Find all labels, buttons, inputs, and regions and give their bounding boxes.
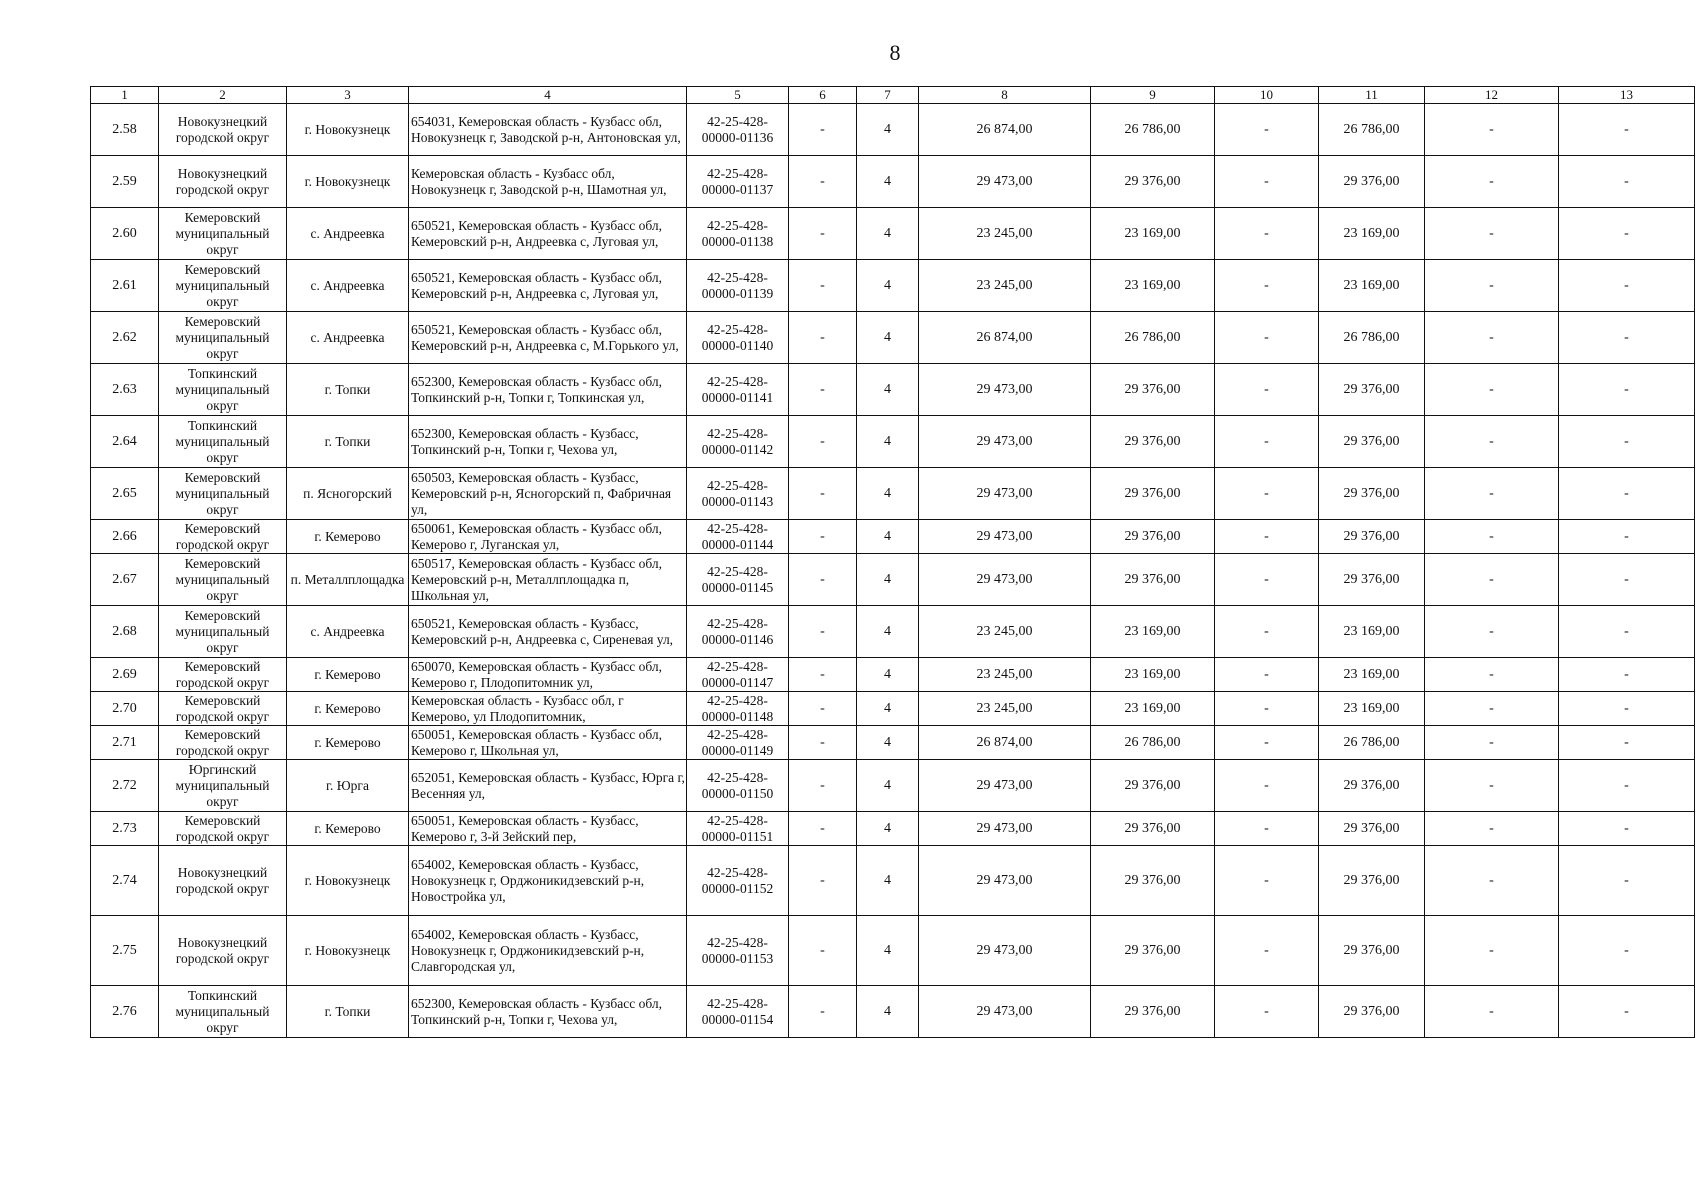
address-cell: 650061, Кемеровская область - Кузбасс обл, Кемерово г, Луганская ул,	[409, 520, 687, 554]
code-cell: 42-25-428-00000-01138	[687, 208, 789, 260]
col11-cell: 29 376,00	[1319, 554, 1425, 606]
col13-cell: -	[1559, 658, 1695, 692]
table-body	[91, 104, 1695, 1038]
col11-cell: 23 169,00	[1319, 606, 1425, 658]
district-cell: Кемеровский городской округ	[159, 812, 287, 846]
col7-cell: 4	[857, 986, 919, 1038]
row-number: 2.65	[91, 468, 159, 520]
code-cell: 42-25-428-00000-01137	[687, 156, 789, 208]
col7-cell: 4	[857, 692, 919, 726]
col9-cell: 29 376,00	[1091, 156, 1215, 208]
col7-cell: 4	[857, 260, 919, 312]
locality-cell: г. Кемерово	[287, 726, 409, 760]
col13-cell: -	[1559, 692, 1695, 726]
col13-cell: -	[1559, 520, 1695, 554]
col7-cell: 4	[857, 104, 919, 156]
col11-cell: 23 169,00	[1319, 260, 1425, 312]
col12-cell: -	[1425, 416, 1559, 468]
column-header-12: 12	[1425, 87, 1559, 104]
district-cell: Кемеровский городской округ	[159, 520, 287, 554]
district-cell: Новокузнецкий городской округ	[159, 916, 287, 986]
district-cell: Кемеровский муниципальный округ	[159, 554, 287, 606]
locality-cell: с. Андреевка	[287, 260, 409, 312]
table-row	[91, 554, 1695, 606]
locality-cell: г. Топки	[287, 986, 409, 1038]
col12-cell: -	[1425, 760, 1559, 812]
row-number: 2.67	[91, 554, 159, 606]
col9-cell: 29 376,00	[1091, 520, 1215, 554]
table-row	[91, 260, 1695, 312]
col9-cell: 29 376,00	[1091, 916, 1215, 986]
col11-cell: 29 376,00	[1319, 986, 1425, 1038]
col6-cell: -	[789, 606, 857, 658]
col8-cell: 29 473,00	[919, 986, 1091, 1038]
code-cell: 42-25-428-00000-01154	[687, 986, 789, 1038]
col7-cell: 4	[857, 916, 919, 986]
row-number: 2.73	[91, 812, 159, 846]
row-number: 2.76	[91, 986, 159, 1038]
col6-cell: -	[789, 156, 857, 208]
code-cell: 42-25-428-00000-01147	[687, 658, 789, 692]
column-header-6: 6	[789, 87, 857, 104]
address-cell: 650521, Кемеровская область - Кузбасс обл, Кемеровский р-н, Андреевка с, Луговая ул,	[409, 208, 687, 260]
col11-cell: 29 376,00	[1319, 916, 1425, 986]
col7-cell: 4	[857, 364, 919, 416]
col6-cell: -	[789, 208, 857, 260]
col12-cell: -	[1425, 208, 1559, 260]
locality-cell: г. Кемерово	[287, 658, 409, 692]
col13-cell: -	[1559, 468, 1695, 520]
column-header-1: 1	[91, 87, 159, 104]
col13-cell: -	[1559, 260, 1695, 312]
address-cell: 654002, Кемеровская область - Кузбасс, Новокузнецк г, Орджоникидзевский р-н, Новостройка ул,	[409, 846, 687, 916]
col8-cell: 23 245,00	[919, 260, 1091, 312]
col12-cell: -	[1425, 468, 1559, 520]
col13-cell: -	[1559, 606, 1695, 658]
code-cell: 42-25-428-00000-01153	[687, 916, 789, 986]
col13-cell: -	[1559, 156, 1695, 208]
table-row	[91, 468, 1695, 520]
col13-cell: -	[1559, 726, 1695, 760]
col9-cell: 29 376,00	[1091, 554, 1215, 606]
col12-cell: -	[1425, 364, 1559, 416]
col6-cell: -	[789, 520, 857, 554]
row-number: 2.68	[91, 606, 159, 658]
district-cell: Топкинский муниципальный округ	[159, 986, 287, 1038]
row-number: 2.60	[91, 208, 159, 260]
col11-cell: 29 376,00	[1319, 416, 1425, 468]
col10-cell: -	[1215, 760, 1319, 812]
col13-cell: -	[1559, 916, 1695, 986]
district-cell: Топкинский муниципальный округ	[159, 416, 287, 468]
col6-cell: -	[789, 658, 857, 692]
locality-cell: г. Топки	[287, 364, 409, 416]
col11-cell: 29 376,00	[1319, 846, 1425, 916]
table-row	[91, 916, 1695, 986]
address-cell: Кемеровская область - Кузбасс обл, Новокузнецк г, Заводской р-н, Шамотная ул,	[409, 156, 687, 208]
col10-cell: -	[1215, 658, 1319, 692]
data-table	[90, 86, 1695, 1038]
locality-cell: г. Топки	[287, 416, 409, 468]
district-cell: Новокузнецкий городской округ	[159, 104, 287, 156]
col11-cell: 29 376,00	[1319, 364, 1425, 416]
row-number: 2.72	[91, 760, 159, 812]
table-row	[91, 416, 1695, 468]
col6-cell: -	[789, 364, 857, 416]
col7-cell: 4	[857, 416, 919, 468]
address-cell: 652051, Кемеровская область - Кузбасс, Юрга г, Весенняя ул,	[409, 760, 687, 812]
col12-cell: -	[1425, 156, 1559, 208]
col9-cell: 29 376,00	[1091, 364, 1215, 416]
col8-cell: 29 473,00	[919, 846, 1091, 916]
table-row	[91, 986, 1695, 1038]
locality-cell: г. Новокузнецк	[287, 104, 409, 156]
address-cell: 654031, Кемеровская область - Кузбасс обл, Новокузнецк г, Заводской р-н, Антоновская ул,	[409, 104, 687, 156]
table-row	[91, 692, 1695, 726]
column-header-11: 11	[1319, 87, 1425, 104]
col9-cell: 23 169,00	[1091, 606, 1215, 658]
code-cell: 42-25-428-00000-01136	[687, 104, 789, 156]
col8-cell: 29 473,00	[919, 520, 1091, 554]
col7-cell: 4	[857, 846, 919, 916]
column-header-7: 7	[857, 87, 919, 104]
col6-cell: -	[789, 416, 857, 468]
col10-cell: -	[1215, 104, 1319, 156]
column-header-4: 4	[409, 87, 687, 104]
locality-cell: г. Новокузнецк	[287, 846, 409, 916]
col12-cell: -	[1425, 658, 1559, 692]
address-cell: 650521, Кемеровская область - Кузбасс обл, Кемеровский р-н, Андреевка с, М.Горького ул,	[409, 312, 687, 364]
col12-cell: -	[1425, 260, 1559, 312]
locality-cell: п. Ясногорский	[287, 468, 409, 520]
col11-cell: 29 376,00	[1319, 520, 1425, 554]
col7-cell: 4	[857, 312, 919, 364]
col13-cell: -	[1559, 986, 1695, 1038]
col8-cell: 29 473,00	[919, 554, 1091, 606]
col6-cell: -	[789, 312, 857, 364]
col8-cell: 29 473,00	[919, 760, 1091, 812]
col13-cell: -	[1559, 416, 1695, 468]
col7-cell: 4	[857, 658, 919, 692]
col12-cell: -	[1425, 312, 1559, 364]
col6-cell: -	[789, 692, 857, 726]
col10-cell: -	[1215, 692, 1319, 726]
address-cell: 650521, Кемеровская область - Кузбасс обл, Кемеровский р-н, Андреевка с, Луговая ул,	[409, 260, 687, 312]
district-cell: Кемеровский городской округ	[159, 658, 287, 692]
col6-cell: -	[789, 916, 857, 986]
address-cell: 650051, Кемеровская область - Кузбасс обл, Кемерово г, Школьная ул,	[409, 726, 687, 760]
address-cell: 654002, Кемеровская область - Кузбасс, Новокузнецк г, Орджоникидзевский р-н, Славгородская ул,	[409, 916, 687, 986]
col11-cell: 29 376,00	[1319, 156, 1425, 208]
col11-cell: 23 169,00	[1319, 692, 1425, 726]
col11-cell: 23 169,00	[1319, 658, 1425, 692]
district-cell: Кемеровский муниципальный округ	[159, 468, 287, 520]
col8-cell: 29 473,00	[919, 812, 1091, 846]
col9-cell: 29 376,00	[1091, 986, 1215, 1038]
column-header-9: 9	[1091, 87, 1215, 104]
col9-cell: 26 786,00	[1091, 726, 1215, 760]
code-cell: 42-25-428-00000-01142	[687, 416, 789, 468]
address-cell: 650503, Кемеровская область - Кузбасс, Кемеровский р-н, Ясногорский п, Фабричная ул,	[409, 468, 687, 520]
col10-cell: -	[1215, 916, 1319, 986]
col7-cell: 4	[857, 812, 919, 846]
locality-cell: с. Андреевка	[287, 208, 409, 260]
code-cell: 42-25-428-00000-01140	[687, 312, 789, 364]
code-cell: 42-25-428-00000-01149	[687, 726, 789, 760]
locality-cell: г. Кемерово	[287, 520, 409, 554]
row-number: 2.63	[91, 364, 159, 416]
row-number: 2.74	[91, 846, 159, 916]
col8-cell: 26 874,00	[919, 312, 1091, 364]
col10-cell: -	[1215, 208, 1319, 260]
code-cell: 42-25-428-00000-01141	[687, 364, 789, 416]
col10-cell: -	[1215, 812, 1319, 846]
col7-cell: 4	[857, 520, 919, 554]
table-row	[91, 846, 1695, 916]
table-row	[91, 156, 1695, 208]
row-number: 2.58	[91, 104, 159, 156]
address-cell: 652300, Кемеровская область - Кузбасс обл, Топкинский р-н, Топки г, Топкинская ул,	[409, 364, 687, 416]
table-row	[91, 658, 1695, 692]
column-number-row	[91, 87, 1695, 104]
col7-cell: 4	[857, 208, 919, 260]
col11-cell: 29 376,00	[1319, 760, 1425, 812]
col10-cell: -	[1215, 606, 1319, 658]
col9-cell: 29 376,00	[1091, 468, 1215, 520]
document-table-container	[90, 86, 1695, 1038]
row-number: 2.59	[91, 156, 159, 208]
row-number: 2.64	[91, 416, 159, 468]
col13-cell: -	[1559, 846, 1695, 916]
district-cell: Кемеровский муниципальный округ	[159, 606, 287, 658]
col12-cell: -	[1425, 986, 1559, 1038]
col9-cell: 23 169,00	[1091, 658, 1215, 692]
column-header-8: 8	[919, 87, 1091, 104]
col7-cell: 4	[857, 606, 919, 658]
col10-cell: -	[1215, 726, 1319, 760]
district-cell: Кемеровский муниципальный округ	[159, 208, 287, 260]
col6-cell: -	[789, 260, 857, 312]
col12-cell: -	[1425, 554, 1559, 606]
code-cell: 42-25-428-00000-01150	[687, 760, 789, 812]
col6-cell: -	[789, 104, 857, 156]
col10-cell: -	[1215, 312, 1319, 364]
col10-cell: -	[1215, 520, 1319, 554]
col9-cell: 26 786,00	[1091, 104, 1215, 156]
col10-cell: -	[1215, 554, 1319, 606]
col13-cell: -	[1559, 312, 1695, 364]
col9-cell: 29 376,00	[1091, 846, 1215, 916]
col10-cell: -	[1215, 846, 1319, 916]
district-cell: Кемеровский городской округ	[159, 726, 287, 760]
col10-cell: -	[1215, 416, 1319, 468]
col9-cell: 26 786,00	[1091, 312, 1215, 364]
col11-cell: 26 786,00	[1319, 726, 1425, 760]
col6-cell: -	[789, 812, 857, 846]
col9-cell: 23 169,00	[1091, 208, 1215, 260]
col11-cell: 23 169,00	[1319, 208, 1425, 260]
col12-cell: -	[1425, 692, 1559, 726]
col8-cell: 23 245,00	[919, 606, 1091, 658]
page-number: 8	[889, 40, 901, 65]
col12-cell: -	[1425, 606, 1559, 658]
row-number: 2.62	[91, 312, 159, 364]
col13-cell: -	[1559, 208, 1695, 260]
code-cell: 42-25-428-00000-01151	[687, 812, 789, 846]
col8-cell: 29 473,00	[919, 156, 1091, 208]
address-cell: 652300, Кемеровская область - Кузбасс обл, Топкинский р-н, Топки г, Чехова ул,	[409, 986, 687, 1038]
col8-cell: 23 245,00	[919, 208, 1091, 260]
locality-cell: г. Кемерово	[287, 692, 409, 726]
col7-cell: 4	[857, 726, 919, 760]
col9-cell: 23 169,00	[1091, 260, 1215, 312]
locality-cell: г. Юрга	[287, 760, 409, 812]
table-row	[91, 726, 1695, 760]
code-cell: 42-25-428-00000-01145	[687, 554, 789, 606]
district-cell: Юргинский муниципальный округ	[159, 760, 287, 812]
locality-cell: с. Андреевка	[287, 312, 409, 364]
table-row	[91, 104, 1695, 156]
col6-cell: -	[789, 726, 857, 760]
col12-cell: -	[1425, 916, 1559, 986]
code-cell: 42-25-428-00000-01144	[687, 520, 789, 554]
col7-cell: 4	[857, 554, 919, 606]
col13-cell: -	[1559, 812, 1695, 846]
address-cell: 652300, Кемеровская область - Кузбасс, Топкинский р-н, Топки г, Чехова ул,	[409, 416, 687, 468]
locality-cell: с. Андреевка	[287, 606, 409, 658]
col10-cell: -	[1215, 260, 1319, 312]
col8-cell: 29 473,00	[919, 416, 1091, 468]
col8-cell: 29 473,00	[919, 468, 1091, 520]
district-cell: Новокузнецкий городской округ	[159, 846, 287, 916]
table-row	[91, 760, 1695, 812]
col8-cell: 23 245,00	[919, 692, 1091, 726]
col8-cell: 26 874,00	[919, 726, 1091, 760]
code-cell: 42-25-428-00000-01152	[687, 846, 789, 916]
col11-cell: 29 376,00	[1319, 468, 1425, 520]
row-number: 2.75	[91, 916, 159, 986]
address-cell: Кемеровская область - Кузбасс обл, г Кемерово, ул Плодопитомник,	[409, 692, 687, 726]
col10-cell: -	[1215, 468, 1319, 520]
row-number: 2.71	[91, 726, 159, 760]
locality-cell: г. Новокузнецк	[287, 156, 409, 208]
district-cell: Топкинский муниципальный округ	[159, 364, 287, 416]
code-cell: 42-25-428-00000-01143	[687, 468, 789, 520]
col8-cell: 23 245,00	[919, 658, 1091, 692]
table-row	[91, 812, 1695, 846]
row-number: 2.66	[91, 520, 159, 554]
column-header-2: 2	[159, 87, 287, 104]
col10-cell: -	[1215, 156, 1319, 208]
district-cell: Кемеровский муниципальный округ	[159, 312, 287, 364]
col10-cell: -	[1215, 364, 1319, 416]
row-number: 2.69	[91, 658, 159, 692]
locality-cell: г. Кемерово	[287, 812, 409, 846]
col12-cell: -	[1425, 520, 1559, 554]
col8-cell: 26 874,00	[919, 104, 1091, 156]
col6-cell: -	[789, 468, 857, 520]
code-cell: 42-25-428-00000-01139	[687, 260, 789, 312]
district-cell: Кемеровский городской округ	[159, 692, 287, 726]
table-row	[91, 520, 1695, 554]
col12-cell: -	[1425, 812, 1559, 846]
col8-cell: 29 473,00	[919, 364, 1091, 416]
col12-cell: -	[1425, 846, 1559, 916]
col11-cell: 29 376,00	[1319, 812, 1425, 846]
col12-cell: -	[1425, 104, 1559, 156]
district-cell: Кемеровский муниципальный округ	[159, 260, 287, 312]
column-header-3: 3	[287, 87, 409, 104]
table-row	[91, 312, 1695, 364]
col6-cell: -	[789, 986, 857, 1038]
address-cell: 650521, Кемеровская область - Кузбасс, Кемеровский р-н, Андреевка с, Сиреневая ул,	[409, 606, 687, 658]
locality-cell: г. Новокузнецк	[287, 916, 409, 986]
table-row	[91, 606, 1695, 658]
district-cell: Новокузнецкий городской округ	[159, 156, 287, 208]
col9-cell: 29 376,00	[1091, 812, 1215, 846]
col12-cell: -	[1425, 726, 1559, 760]
col11-cell: 26 786,00	[1319, 312, 1425, 364]
col13-cell: -	[1559, 364, 1695, 416]
col8-cell: 29 473,00	[919, 916, 1091, 986]
col9-cell: 29 376,00	[1091, 416, 1215, 468]
col7-cell: 4	[857, 760, 919, 812]
col7-cell: 4	[857, 468, 919, 520]
address-cell: 650070, Кемеровская область - Кузбасс обл, Кемерово г, Плодопитомник ул,	[409, 658, 687, 692]
row-number: 2.70	[91, 692, 159, 726]
code-cell: 42-25-428-00000-01148	[687, 692, 789, 726]
address-cell: 650051, Кемеровская область - Кузбасс, Кемерово г, 3-й Зейский пер,	[409, 812, 687, 846]
col13-cell: -	[1559, 554, 1695, 606]
col13-cell: -	[1559, 104, 1695, 156]
column-header-13: 13	[1559, 87, 1695, 104]
col6-cell: -	[789, 846, 857, 916]
table-row	[91, 208, 1695, 260]
col11-cell: 26 786,00	[1319, 104, 1425, 156]
address-cell: 650517, Кемеровская область - Кузбасс обл, Кемеровский р-н, Металлплощадка п, Школьная ул,	[409, 554, 687, 606]
col10-cell: -	[1215, 986, 1319, 1038]
col9-cell: 29 376,00	[1091, 760, 1215, 812]
code-cell: 42-25-428-00000-01146	[687, 606, 789, 658]
col7-cell: 4	[857, 156, 919, 208]
locality-cell: п. Металлплощадка	[287, 554, 409, 606]
row-number: 2.61	[91, 260, 159, 312]
column-header-5: 5	[687, 87, 789, 104]
column-header-10: 10	[1215, 87, 1319, 104]
col6-cell: -	[789, 554, 857, 606]
col13-cell: -	[1559, 760, 1695, 812]
col9-cell: 23 169,00	[1091, 692, 1215, 726]
col6-cell: -	[789, 760, 857, 812]
table-row	[91, 364, 1695, 416]
